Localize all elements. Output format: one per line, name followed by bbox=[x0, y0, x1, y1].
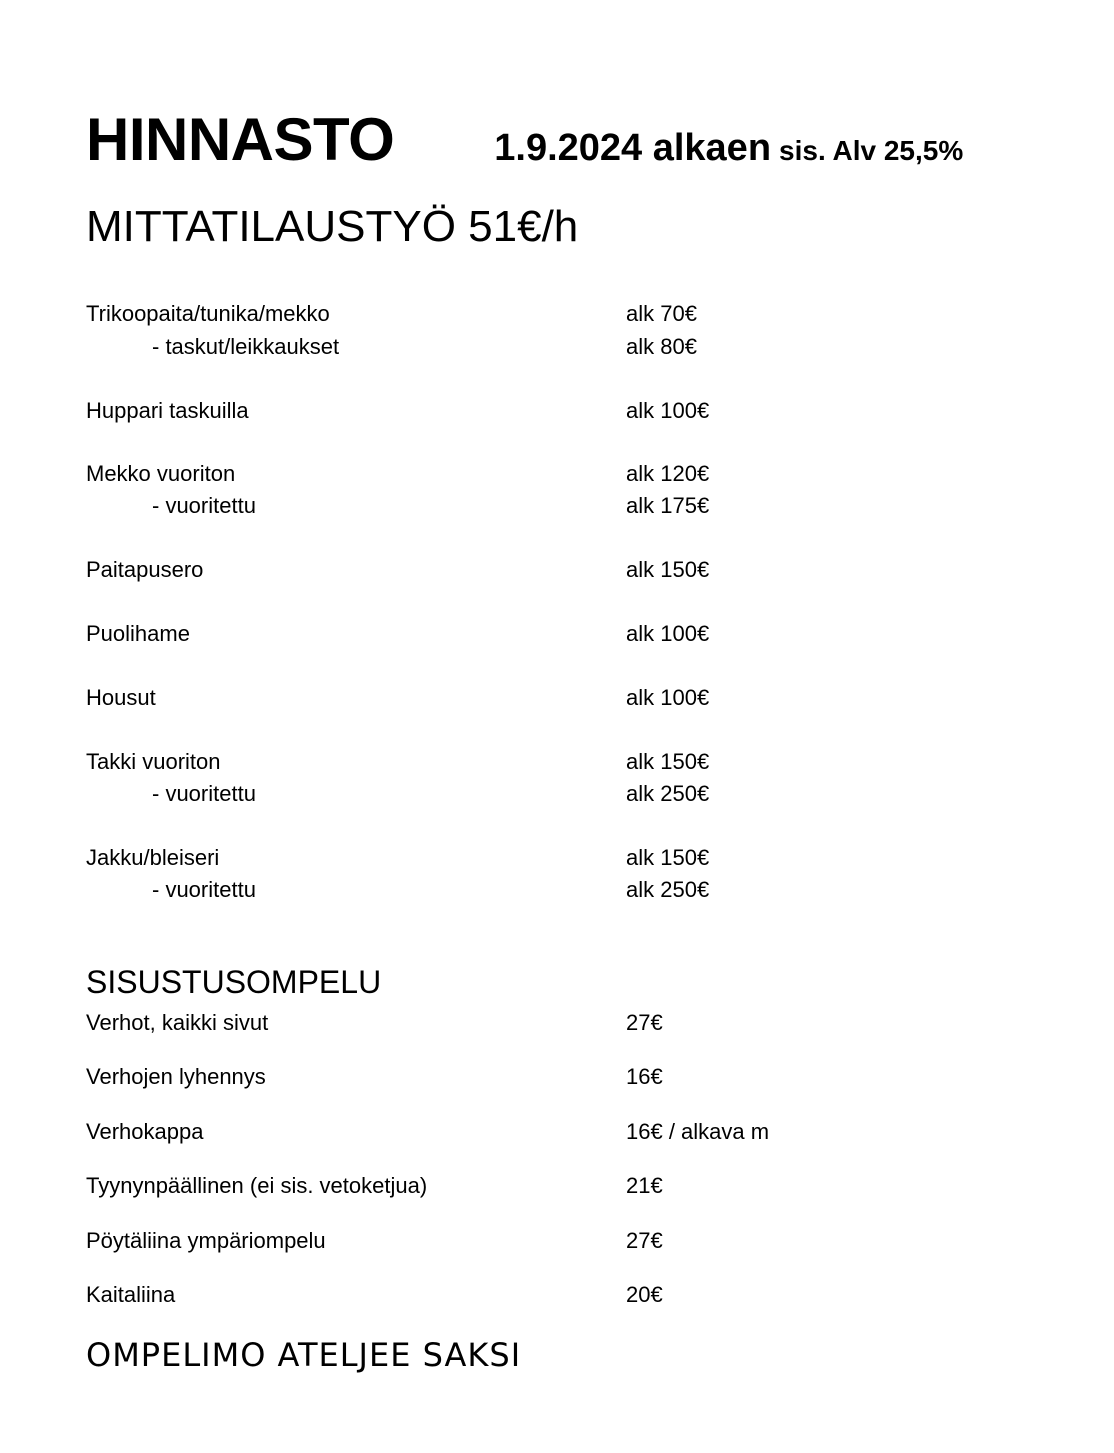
item-price: alk 100€ bbox=[626, 685, 710, 710]
item-label: Tyynynpäällinen (ei sis. vetoketjua) bbox=[86, 1173, 428, 1198]
item-price: 27€ bbox=[626, 1010, 663, 1035]
item-price: alk 250€ bbox=[626, 877, 710, 902]
price-row bbox=[86, 1279, 1026, 1311]
item-price: 27€ bbox=[626, 1228, 663, 1253]
item-price: alk 100€ bbox=[626, 621, 710, 646]
page-title: HINNASTO bbox=[86, 106, 395, 173]
item-label: Pöytäliina ympäriompelu bbox=[86, 1228, 326, 1253]
item-label: Mekko vuoriton bbox=[86, 461, 236, 486]
company-name: OMPELIMO ATELJEE SAKSI bbox=[86, 1336, 522, 1374]
item-label: - vuoritettu bbox=[152, 781, 256, 806]
price-row bbox=[86, 746, 1026, 778]
price-row bbox=[86, 874, 1026, 906]
item-label: Paitapusero bbox=[86, 557, 204, 582]
item-label: Takki vuoriton bbox=[86, 749, 221, 774]
price-row bbox=[86, 395, 1026, 427]
item-price: alk 150€ bbox=[626, 557, 710, 582]
price-row bbox=[86, 1116, 1026, 1148]
item-label: - taskut/leikkaukset bbox=[152, 334, 340, 359]
price-row bbox=[86, 1225, 1026, 1257]
item-label: Verhojen lyhennys bbox=[86, 1064, 266, 1089]
item-price: alk 80€ bbox=[626, 334, 697, 359]
item-label: Verhot, kaikki sivut bbox=[86, 1010, 269, 1035]
price-row bbox=[86, 1061, 1026, 1093]
item-price: alk 70€ bbox=[626, 301, 697, 326]
price-row bbox=[86, 490, 1026, 522]
price-row bbox=[86, 1007, 1026, 1039]
item-label: Trikoopaita/tunika/mekko bbox=[86, 301, 330, 326]
price-row bbox=[86, 458, 1026, 490]
item-label: Kaitaliina bbox=[86, 1282, 176, 1307]
item-label: Huppari taskuilla bbox=[86, 398, 249, 423]
price-row bbox=[86, 298, 1026, 330]
item-price: 21€ bbox=[626, 1173, 663, 1198]
price-row bbox=[86, 778, 1026, 810]
item-label: Jakku/bleiseri bbox=[86, 845, 220, 870]
valid-from-date: 1.9.2024 alkaen bbox=[494, 127, 772, 169]
item-label: - vuoritettu bbox=[152, 493, 256, 518]
price-row bbox=[86, 331, 1026, 363]
item-price: 20€ bbox=[626, 1282, 663, 1307]
item-price: alk 175€ bbox=[626, 493, 710, 518]
item-price: alk 150€ bbox=[626, 749, 710, 774]
price-row bbox=[86, 554, 1026, 586]
item-price: 16€ / alkava m bbox=[626, 1119, 770, 1144]
price-row bbox=[86, 682, 1026, 714]
price-row bbox=[86, 618, 1026, 650]
price-row bbox=[86, 1170, 1026, 1202]
tailoring-heading: MITTATILAUSTYÖ 51€/h bbox=[86, 202, 579, 251]
item-price: alk 120€ bbox=[626, 461, 710, 486]
item-price: alk 100€ bbox=[626, 398, 710, 423]
item-price: alk 150€ bbox=[626, 845, 710, 870]
price-list-header bbox=[86, 105, 963, 174]
item-label: Verhokappa bbox=[86, 1119, 204, 1144]
item-label: Housut bbox=[86, 685, 156, 710]
item-label: - vuoritettu bbox=[152, 877, 256, 902]
item-price: 16€ bbox=[626, 1064, 663, 1089]
item-label: Puolihame bbox=[86, 621, 190, 646]
interior-heading: SISUSTUSOMPELU bbox=[86, 964, 382, 1000]
price-row bbox=[86, 842, 1026, 874]
vat-note: sis. Alv 25,5% bbox=[779, 135, 964, 166]
item-price: alk 250€ bbox=[626, 781, 710, 806]
